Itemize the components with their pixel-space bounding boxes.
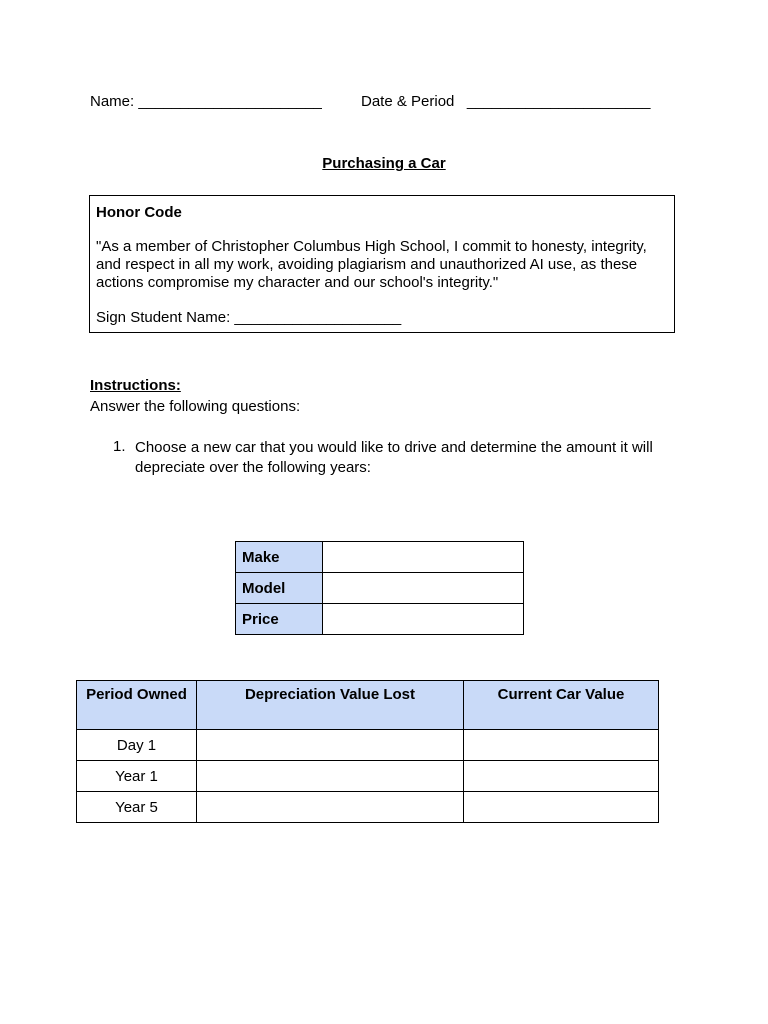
instructions-title: Instructions: (90, 377, 181, 394)
header-depreciation-value-lost: Depreciation Value Lost (197, 681, 464, 730)
table-row (236, 542, 524, 573)
period-cell: Day 1 (77, 730, 197, 761)
depreciation-table (76, 680, 659, 823)
make-value[interactable] (323, 542, 524, 573)
depreciation-cell[interactable] (197, 730, 464, 761)
name-field-label: Name: ______________________ (90, 93, 322, 110)
current-value-cell[interactable] (464, 730, 659, 761)
header-current-car-value: Current Car Value (464, 681, 659, 730)
table-header-row (77, 681, 659, 730)
make-label: Make (236, 542, 323, 573)
table-row (236, 604, 524, 635)
model-label: Model (236, 573, 323, 604)
page-title: Purchasing a Car (322, 155, 446, 172)
sign-student-name: Sign Student Name: ____________________ (96, 309, 402, 326)
depreciation-cell[interactable] (197, 761, 464, 792)
price-value[interactable] (323, 604, 524, 635)
depreciation-cell[interactable] (197, 792, 464, 823)
current-value-cell[interactable] (464, 792, 659, 823)
table-row (77, 761, 659, 792)
table-row (77, 730, 659, 761)
date-period-field-label: Date & Period ______________________ (361, 93, 651, 110)
honor-code-box (89, 195, 675, 333)
instructions-text: Answer the following questions: (90, 398, 301, 415)
honor-code-title: Honor Code (96, 204, 182, 221)
header-period-owned: Period Owned (77, 681, 197, 730)
question-number: 1. (113, 438, 126, 455)
question-text: Choose a new car that you would like to drive and determine the amount it will depreciate over the following years: (135, 439, 653, 476)
table-row (77, 792, 659, 823)
table-row (236, 573, 524, 604)
current-value-cell[interactable] (464, 761, 659, 792)
honor-code-quote: "As a member of Christopher Columbus High School, I commit to honesty, integrity, and respect in all my work, avoiding plagiarism and unauthorized AI use, as these actions compromise my character and our school's integrity." (96, 238, 647, 291)
price-label: Price (236, 604, 323, 635)
car-details-table (235, 541, 524, 635)
model-value[interactable] (323, 573, 524, 604)
period-cell: Year 5 (77, 792, 197, 823)
period-cell: Year 1 (77, 761, 197, 792)
